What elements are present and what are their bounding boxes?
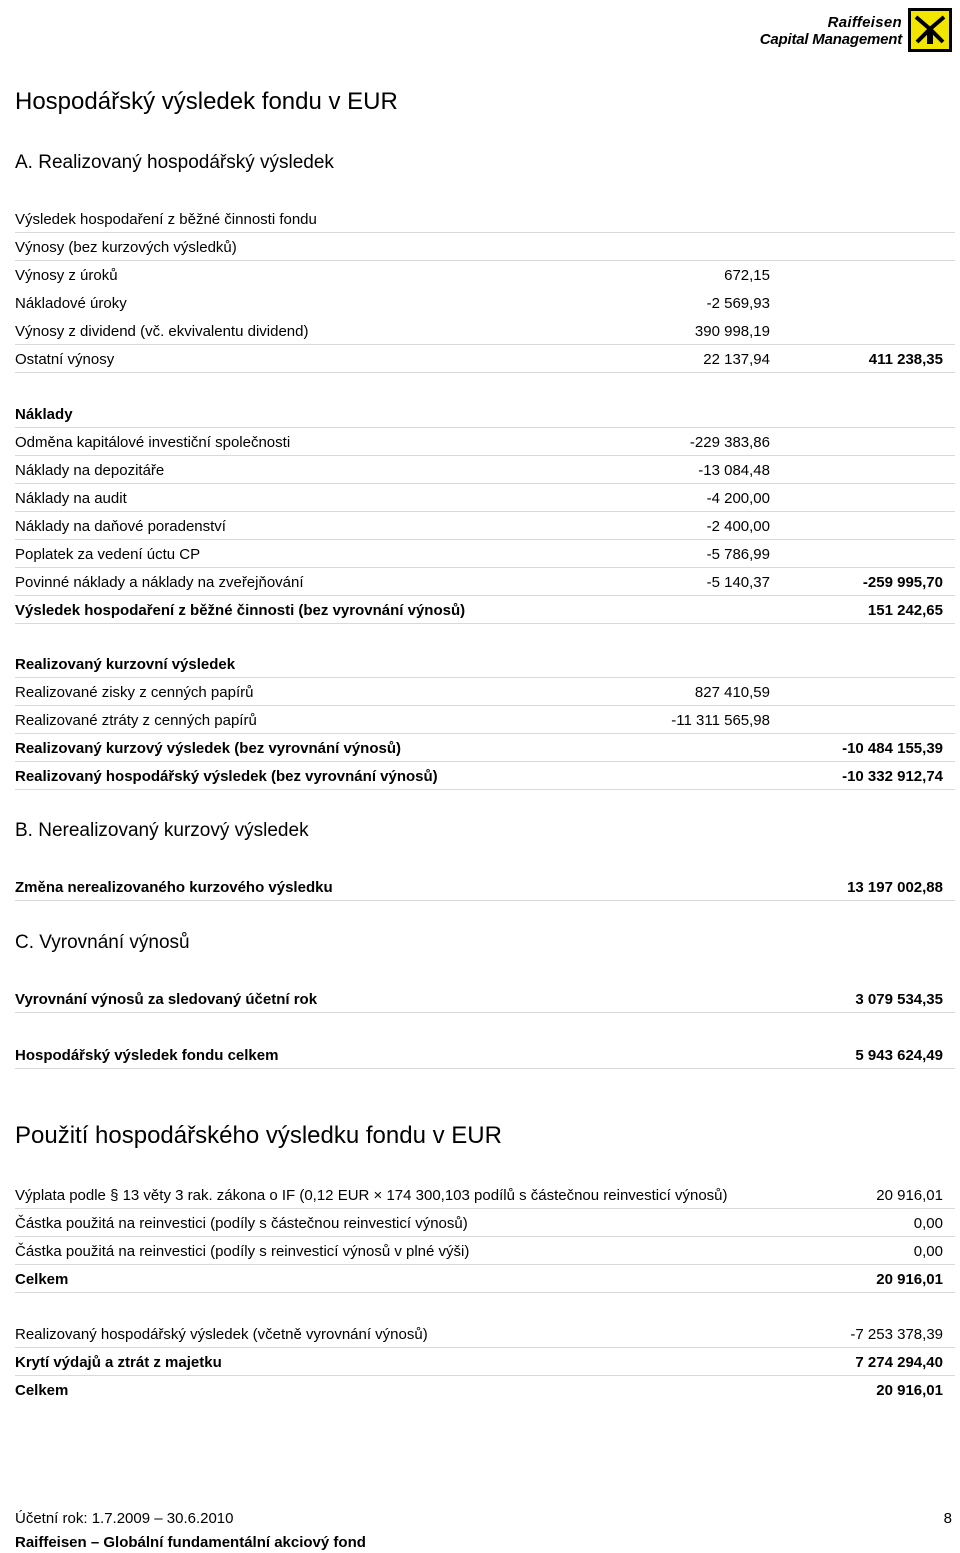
row-label: Výsledek hospodaření z běžné činnosti fondu [15, 211, 317, 228]
footer-fund-name: Raiffeisen – Globální fundamentální akciový fond [15, 1534, 366, 1551]
row-total: 411 238,35 [868, 351, 943, 368]
table-row [15, 428, 955, 456]
table-row [15, 317, 955, 345]
row-value: -229 383,86 [689, 434, 770, 451]
table-row [15, 1265, 955, 1293]
logo-line-2: Capital Management [759, 31, 902, 48]
row-label: Hospodářský výsledek fondu celkem [15, 1047, 279, 1064]
row-label: Výsledek hospodaření z běžné činnosti (bez vyrovnání výnosů) [15, 602, 466, 619]
table-row [15, 762, 955, 790]
table-row [15, 484, 955, 512]
row-value: -5 786,99 [706, 546, 770, 563]
row-total: 0,00 [913, 1243, 943, 1260]
table-row [15, 1041, 955, 1069]
row-label: Náklady na daňové poradenství [15, 518, 226, 535]
row-label: Náklady na audit [15, 490, 127, 507]
table-row [15, 706, 955, 734]
row-label: Odměna kapitálové investiční společnosti [15, 434, 291, 451]
row-label: Změna nerealizovaného kurzového výsledku [15, 879, 333, 896]
row-label: Realizovaný hospodářský výsledek (bez vyrovnání výnosů) [15, 768, 438, 785]
table-row [15, 233, 955, 261]
row-total: 3 079 534,35 [855, 991, 943, 1008]
row-label: Výnosy (bez kurzových výsledků) [15, 239, 237, 256]
table-row [15, 650, 955, 678]
table-row [15, 289, 955, 317]
row-label: Vyrovnání výnosů za sledovaný účetní rok [15, 991, 318, 1008]
table-row [15, 1320, 955, 1348]
table-row [15, 400, 955, 428]
raiffeisen-logo [734, 6, 952, 54]
row-total: 7 274 294,40 [855, 1354, 943, 1371]
row-total: 5 943 624,49 [855, 1047, 943, 1064]
table-row [15, 512, 955, 540]
row-label: Nákladové úroky [15, 295, 127, 312]
footer-period: Účetní rok: 1.7.2009 – 30.6.2010 [15, 1510, 234, 1527]
row-total: -10 332 912,74 [842, 768, 943, 785]
table-row [15, 1237, 955, 1265]
row-label: Realizované zisky z cenných papírů [15, 684, 254, 701]
row-value: -2 569,93 [706, 295, 770, 312]
row-value: 672,15 [724, 267, 770, 284]
table-row [15, 568, 955, 596]
table-row [15, 1348, 955, 1376]
row-value: 827 410,59 [694, 684, 770, 701]
row-total: 13 197 002,88 [847, 879, 943, 896]
table-row [15, 205, 955, 233]
row-label: Výnosy z dividend (vč. ekvivalentu dividend) [15, 323, 309, 340]
page-title: Hospodářský výsledek fondu v EUR [15, 88, 398, 115]
row-label: Krytí výdajů a ztrát z majetku [15, 1354, 222, 1371]
table-row [15, 1209, 955, 1237]
row-label: Poplatek za vedení úctu CP [15, 546, 201, 563]
row-total: -7 253 378,39 [850, 1326, 943, 1343]
section-b-title: B. Nerealizovaný kurzový výsledek [15, 820, 309, 841]
logo-line-1: Raiffeisen [827, 14, 902, 31]
row-value: 22 137,94 [703, 351, 770, 368]
row-label: Náklady [15, 406, 73, 423]
raiffeisen-gable-icon [908, 8, 952, 52]
row-value: -2 400,00 [706, 518, 770, 535]
row-value: -13 084,48 [698, 462, 770, 479]
table-row [15, 734, 955, 762]
row-label: Ostatní výnosy [15, 351, 115, 368]
row-label: Výplata podle § 13 věty 3 rak. zákona o IF (0,12 EUR × 174 300,103 podílů s částečnou reinvesticí výnosů) [15, 1187, 728, 1204]
usage-title: Použití hospodářského výsledku fondu v EUR [15, 1122, 502, 1149]
table-row [15, 873, 955, 901]
row-label: Výnosy z úroků [15, 267, 118, 284]
row-total: -259 995,70 [862, 574, 943, 591]
table-row [15, 456, 955, 484]
row-total: 20 916,01 [876, 1271, 943, 1288]
row-total: -10 484 155,39 [842, 740, 943, 757]
row-total: 20 916,01 [876, 1382, 943, 1399]
section-a-title: A. Realizovaný hospodářský výsledek [15, 152, 334, 173]
row-value: 390 998,19 [694, 323, 770, 340]
row-total: 20 916,01 [876, 1187, 943, 1204]
row-label: Celkem [15, 1271, 69, 1288]
row-label: Celkem [15, 1382, 69, 1399]
table-row [15, 261, 955, 289]
table-row [15, 678, 955, 706]
row-total: 0,00 [913, 1215, 943, 1232]
row-label: Realizovaný kurzovní výsledek [15, 656, 236, 673]
table-row [15, 985, 955, 1013]
row-value: -5 140,37 [706, 574, 770, 591]
row-label: Realizovaný kurzový výsledek (bez vyrovnání výnosů) [15, 740, 401, 757]
row-label: Povinné náklady a náklady na zveřejňování [15, 574, 304, 591]
row-label: Realizovaný hospodářský výsledek (včetně vyrovnání výnosů) [15, 1326, 428, 1343]
row-value: -4 200,00 [706, 490, 770, 507]
table-row [15, 540, 955, 568]
table-row [15, 1376, 955, 1404]
section-c-title: C. Vyrovnání výnosů [15, 932, 190, 953]
logo-text [734, 14, 902, 48]
table-row [15, 345, 955, 373]
row-label: Částka použitá na reinvestici (podíly s reinvesticí výnosů v plné výši) [15, 1243, 470, 1260]
row-value: -11 311 565,98 [671, 712, 770, 729]
row-label: Realizované ztráty z cenných papírů [15, 712, 257, 729]
table-row [15, 1181, 955, 1209]
row-label: Částka použitá na reinvestici (podíly s částečnou reinvesticí výnosů) [15, 1215, 468, 1232]
page-number: 8 [943, 1510, 952, 1527]
table-row [15, 596, 955, 624]
row-label: Náklady na depozitáře [15, 462, 165, 479]
row-total: 151 242,65 [867, 602, 943, 619]
